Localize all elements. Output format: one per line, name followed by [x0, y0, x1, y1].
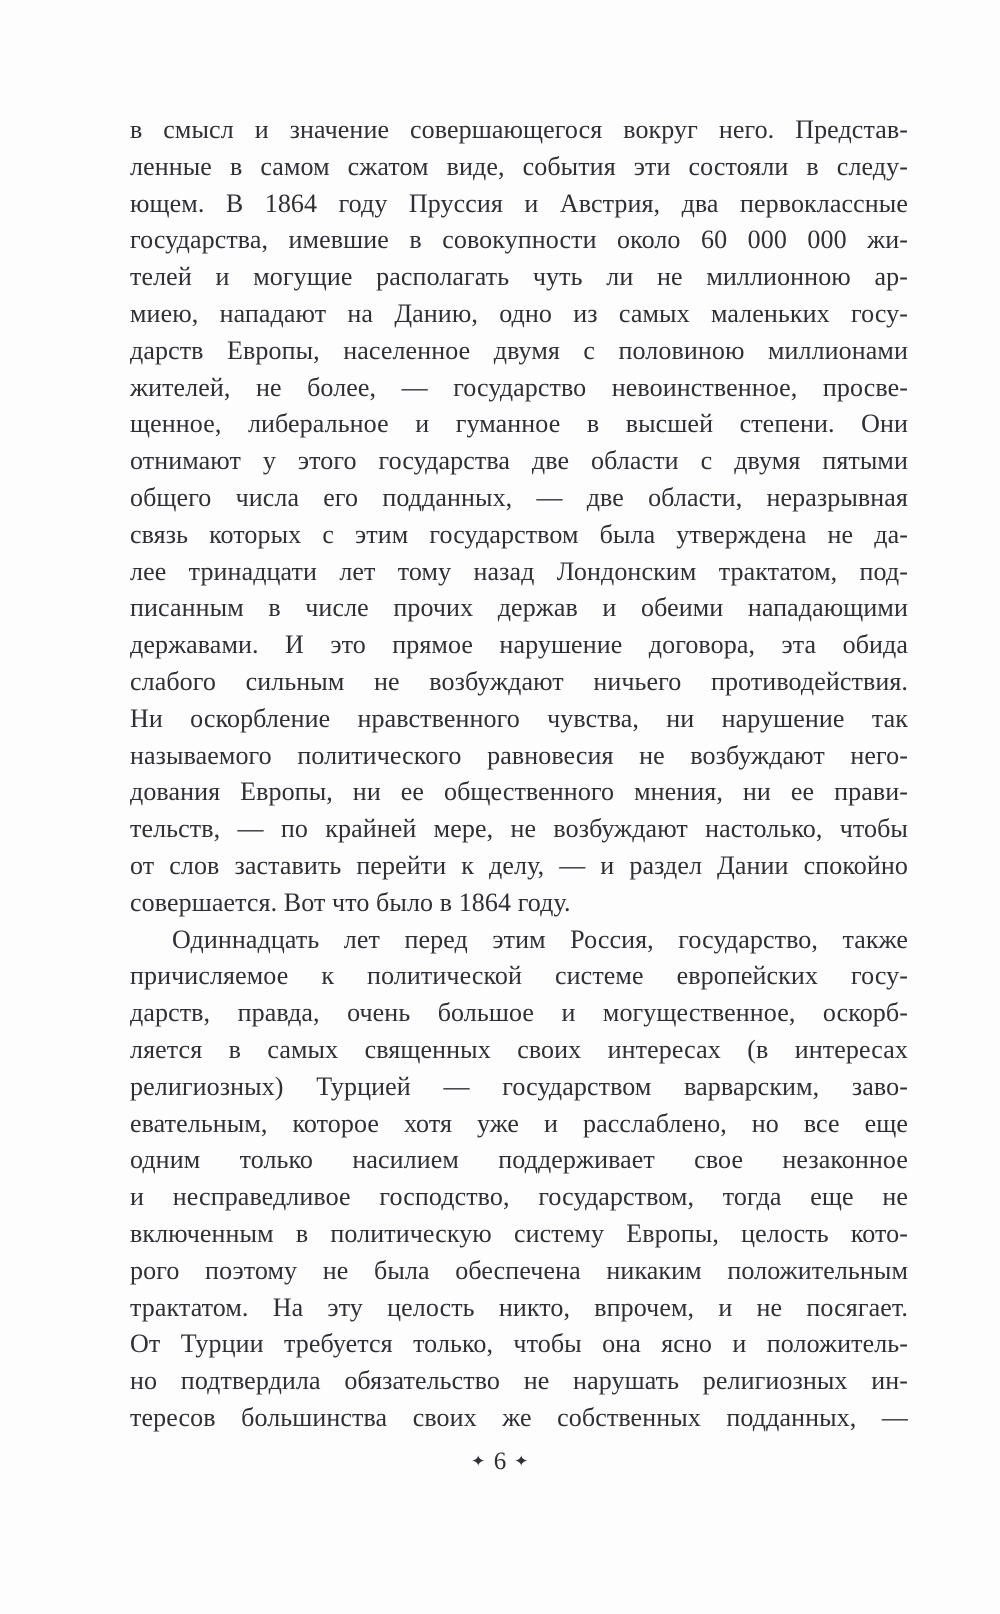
text-line: тересов большинства своих же собственных подданных, — [130, 1402, 908, 1432]
text-line: щенное, либеральное и гуманное в высшей степени. Они [130, 409, 908, 439]
text-line: общего числа его подданных, — две области, неразрывная [130, 482, 908, 512]
text-line: называемого политического равновесия не возбуждают него- [130, 740, 908, 770]
text-line: включенным в политическую систему Европы, целость кото- [130, 1218, 908, 1248]
text-line: трактатом. На эту целость никто, впрочем, и не посягает. [130, 1292, 908, 1322]
text-line: рого поэтому не была обеспечена никаким положительным [130, 1255, 908, 1285]
text-line: миею, нападают на Данию, одно из самых маленьких госу- [130, 298, 908, 328]
diamond-ornament-left-icon: ✦ [470, 1454, 487, 1470]
text-line: тельств, — по крайней мере, не возбуждают настолько, чтобы [130, 814, 908, 844]
text-line: дования Европы, ни ее общественного мнения, ни ее прави- [130, 777, 908, 807]
text-line: отнимают у этого государства две области с двумя пятыми [130, 446, 908, 476]
page-number: 6 [493, 1448, 507, 1475]
text-line: слабого сильным не возбуждают ничьего противодействия. [130, 666, 908, 696]
text-line: причисляемое к политической системе европейских госу- [130, 961, 908, 991]
text-line: ляется в самых священных своих интересах (в интересах [130, 1034, 908, 1064]
text-line: связь которых с этим государством была утверждена не да- [130, 519, 908, 549]
text-line: ющем. В 1864 году Пруссия и Австрия, два первоклассные [130, 188, 908, 218]
text-line: в смысл и значение совершающегося вокруг него. Представ- [130, 115, 908, 144]
text-line: жителей, не более, — государство невоинственное, просве- [130, 372, 908, 402]
text-line: но подтвердила обязательство не нарушать религиозных ин- [130, 1366, 908, 1396]
text-block [130, 112, 908, 1437]
text-line: религиозных) Турцией — государством варварским, заво- [130, 1071, 908, 1101]
text-line: государства, имевшие в совокупности около 60 000 000 жи- [130, 225, 908, 255]
text-line: писанным в числе прочих держав и обеими нападающими [130, 593, 908, 623]
page-footer [0, 1448, 1000, 1476]
text-line: и несправедливое господство, государством, тогда еще не [130, 1182, 908, 1212]
diamond-ornament-right-icon: ✦ [513, 1454, 530, 1470]
text-line: лее тринадцати лет тому назад Лондонским трактатом, под- [130, 556, 908, 586]
text-line: Ни оскорбление нравственного чувства, ни нарушение так [130, 703, 908, 733]
text-line: дарств Европы, населенное двумя с половиною миллионами [130, 335, 908, 365]
text-line: державами. И это прямое нарушение договора, эта обида [130, 630, 908, 660]
text-line: Одиннадцать лет перед этим Россия, государство, также [172, 924, 908, 954]
text-line: совершается. Вот что было в 1864 году. [130, 887, 571, 917]
text-line: От Турции требуется только, чтобы она ясно и положитель- [130, 1329, 908, 1359]
text-line: телей и могущие располагать чуть ли не миллионною ар- [130, 262, 908, 292]
text-line: от слов заставить перейти к делу, — и раздел Дании спокойно [130, 850, 908, 880]
text-line: дарств, правда, очень большое и могущественное, оскорб- [130, 998, 908, 1028]
text-line: одним только насилием поддерживает свое незаконное [130, 1145, 908, 1175]
text-line: ленные в самом сжатом виде, события эти состояли в следу- [130, 151, 908, 181]
text-line: евательным, которое хотя уже и расслаблено, но все еще [130, 1108, 908, 1138]
